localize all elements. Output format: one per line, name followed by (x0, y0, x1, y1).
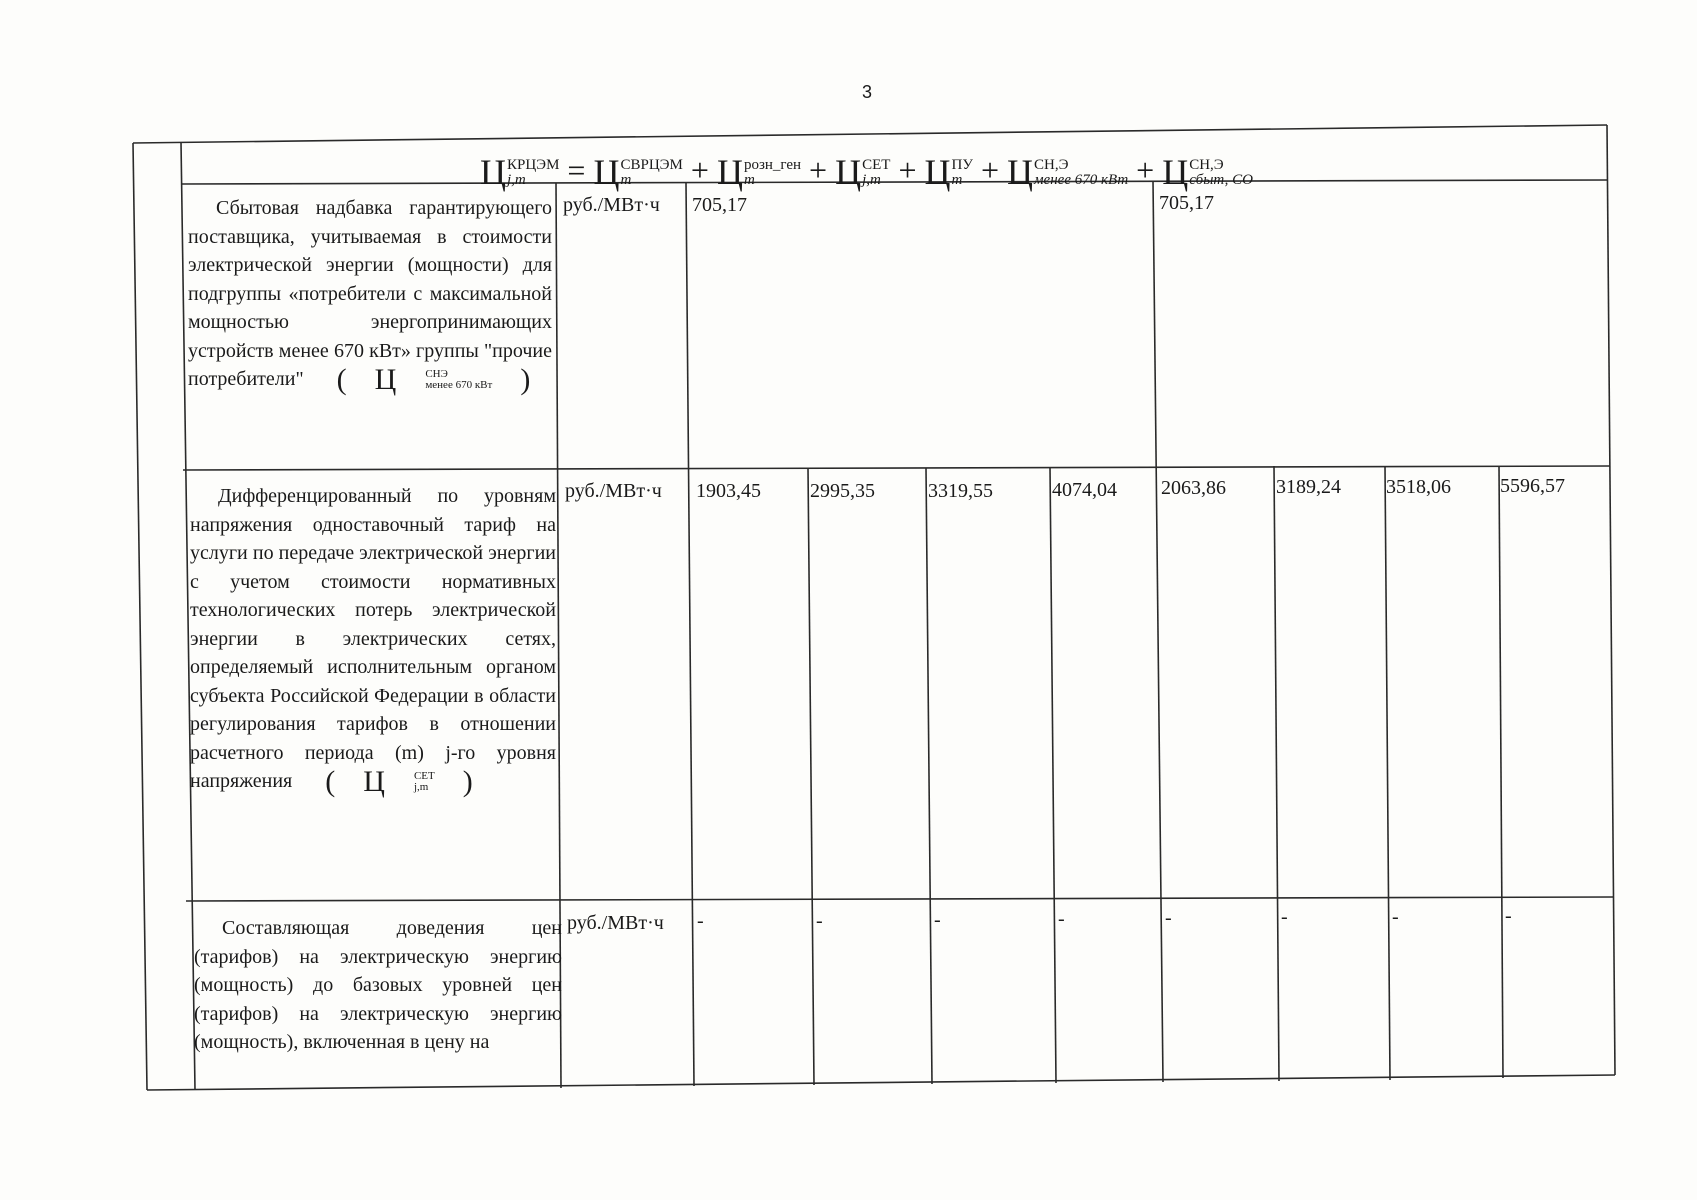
row-description: Составляющая доведения цен (тарифов) на электрическую энергию (мощность) до базовых уровней цен (тарифов) на электрическую энергию (мощность), включенная в цену на (194, 917, 562, 1053)
value-cell: 3189,24 (1276, 476, 1341, 498)
value-cell: - (697, 910, 704, 932)
formula-term: Ц розн_ген m (716, 152, 802, 192)
value-cell: - (934, 909, 941, 931)
plus-sign: + (1136, 152, 1155, 188)
formula-term: Ц СЕТ j,m (835, 152, 891, 192)
value-cell: 5596,57 (1500, 475, 1565, 497)
row-description: Дифференцированный по уровням напряжения одноставочный тариф на услуги по передаче электрической энергии с учетом стоимости нормативных технологических потерь электрической энергии в электрических сетях, определяемый исполнительным органом субъекта Российской Федерации в области регулирования тарифов в отношении расчетного периода (m) j-го уровня напряжения ( Ц СЕТ j,m ) (190, 485, 556, 799)
value-cell: 705,17 (692, 194, 747, 216)
unit-cell: руб./МВт·ч (567, 912, 664, 934)
plus-sign: + (980, 152, 999, 188)
plus-sign: + (809, 152, 828, 188)
page-number: 3 (862, 82, 873, 102)
value-cell: 2063,86 (1161, 477, 1226, 499)
equals-sign: = (567, 152, 586, 188)
value-cell: 3518,06 (1386, 476, 1451, 498)
tariff-symbol: ( Ц СЕТ j,m ) (325, 765, 473, 799)
value-cell: 4074,04 (1052, 479, 1117, 501)
plus-sign: + (898, 152, 917, 188)
plus-sign: + (690, 152, 709, 188)
formula-term: Ц ПУ m (924, 152, 973, 192)
value-cell: 2995,35 (810, 480, 875, 502)
value-cell: - (816, 910, 823, 932)
tariff-symbol: ( Ц СНЭ менее 670 кВт ) (336, 363, 531, 397)
value-cell: - (1165, 907, 1172, 929)
formula-lhs: Ц КРЦЭМ j,m (480, 152, 560, 192)
value-cell: - (1505, 905, 1512, 927)
value-cell: 705,17 (1159, 192, 1214, 214)
formula-term: Ц СН,Э менее 670 кВт (1006, 152, 1129, 192)
value-cell: - (1392, 906, 1399, 928)
unit-cell: руб./МВт·ч (563, 194, 660, 216)
value-cell: 1903,45 (696, 480, 761, 502)
formula-header (480, 132, 1253, 190)
formula-term: Ц СВРЦЭМ m (593, 152, 683, 192)
row-description: Сбытовая надбавка гарантирующего поставщика, учитываемая в стоимости электрической энергии (мощности) для подгруппы «потребители с максимальной мощностью энергопринимающих устройств менее 670 кВт» группы "прочие потребители" ( Ц СНЭ менее 670 кВт ) (188, 197, 552, 397)
value-cell: 3319,55 (928, 480, 993, 502)
value-cell: - (1058, 908, 1065, 930)
formula-term: Ц СН,Э сбыт, СО (1162, 152, 1253, 192)
unit-cell: руб./МВт·ч (565, 480, 662, 502)
value-cell: - (1281, 906, 1288, 928)
